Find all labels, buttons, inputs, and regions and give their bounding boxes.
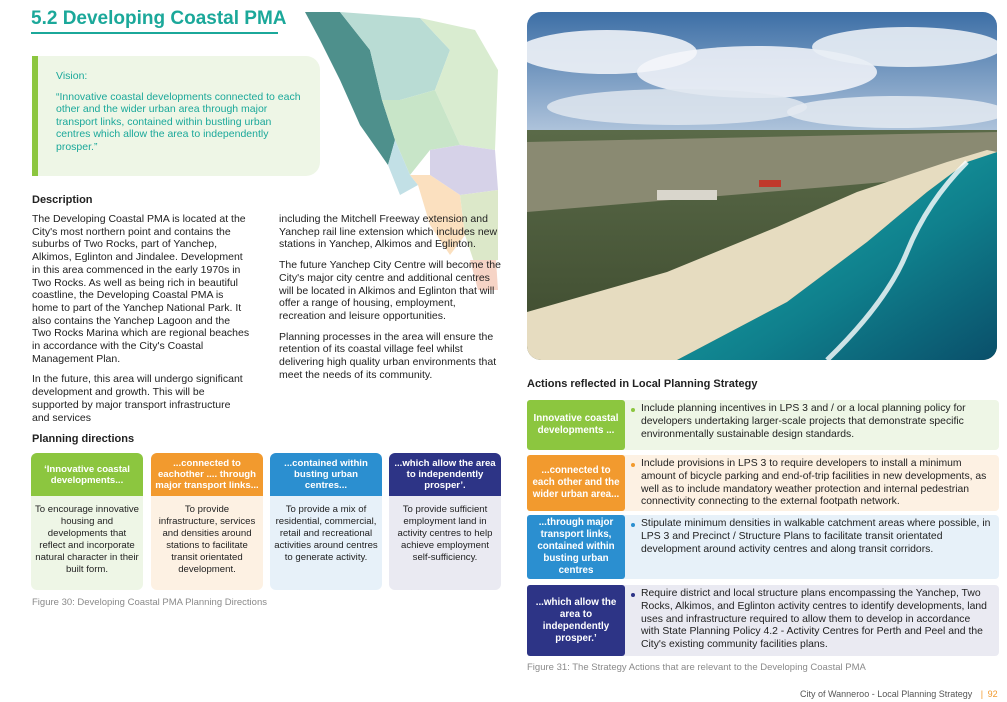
description-paragraph: including the Mitchell Freeway extension and Yanchep rail line extension which includes new stations in Yanchep, Alkimos and Eglinton. — [279, 213, 498, 251]
vision-box — [32, 56, 320, 176]
coastal-aerial-photo — [527, 12, 997, 360]
planning-card-body: To provide a mix of residential, commercial, retail and recreational activities around centres to generate activity. — [274, 504, 378, 563]
planning-card-head: ‘Innovative coastal developments... — [31, 453, 143, 496]
planning-card-contained — [270, 453, 382, 590]
action-row-text: Include planning incentives in LPS 3 and / or a local planning policy for developers undertaking larger-scale projects that demonstrate specific environmentally sustainable design standards. — [641, 403, 966, 440]
photo-cloud — [547, 89, 807, 125]
action-row-head: Innovative coastal developments ... — [527, 400, 625, 450]
action-row-head: ...connected to each other and the wider urban area... — [527, 455, 625, 511]
action-row-text: Include provisions in LPS 3 to require developers to install a minimum amount of bicycle parking and end-of-trip facilities in new developments, as well as to include mandatory weather protection and internal pedestrian connectivity connecting to the external footpath network. — [641, 458, 987, 508]
action-row-body — [627, 585, 999, 656]
photo-cloud — [787, 96, 997, 128]
actions-heading: Actions reflected in Local Planning Strategy — [527, 378, 758, 390]
description-paragraph: The future Yanchep City Centre will become the City's major city centre and additional centres will be located in Alkimos and Eglinton that will offer a range of housing, employment, recreation and leisure opportunities. — [279, 259, 501, 322]
vision-heading: Vision: — [56, 70, 88, 82]
planning-card-body: To provide infrastructure, services and densities around stations to facilitate transit orientated development. — [158, 504, 256, 575]
description-paragraph: Planning processes in the area will ensure the retention of its coastal village feel whilst delivering high quality urban environments that meet the needs of its community. — [279, 330, 497, 381]
figure-30-caption: Figure 30: Developing Coastal PMA Planning Directions — [32, 597, 267, 608]
action-row-prosper — [527, 585, 999, 656]
action-row-text: Stipulate minimum densities in walkable catchment areas where possible, in LPS 3 and Precinct / Structure Plans to facilitate transit orientated development around activity centres and along transit corridors. — [641, 518, 991, 555]
page-footer — [800, 689, 998, 699]
footer-separator: | — [980, 689, 984, 699]
planning-card-body: To encourage innovative housing and developments that reflect and incorporate natural character in their built form. — [35, 504, 140, 575]
bullet-icon — [631, 408, 635, 412]
figure-31-caption: Figure 31: The Strategy Actions that are relevant to the Developing Coastal PMA — [527, 662, 866, 673]
description-paragraph: In the future, this area will undergo significant development and growth. This will be supported by major transport infrastructure and services — [32, 373, 243, 424]
title-underline — [31, 32, 278, 34]
footer-text: City of Wanneroo - Local Planning Strategy — [800, 689, 973, 699]
page-number: 92 — [987, 689, 998, 699]
planning-card-connected — [151, 453, 263, 590]
photo-building — [759, 180, 781, 187]
bullet-icon — [631, 523, 635, 527]
description-col-2 — [279, 213, 501, 389]
photo-building — [657, 190, 717, 200]
planning-card-prosper — [389, 453, 501, 590]
planning-card-innovative — [31, 453, 143, 590]
photo-cloud — [812, 27, 997, 67]
action-row-body — [627, 400, 999, 450]
page-title: 5.2 Developing Coastal PMA — [31, 8, 287, 29]
planning-card-body: To provide sufficient employment land in activity centres to help achieve employment self-sufficiency. — [397, 504, 493, 563]
action-row-body — [627, 515, 999, 579]
action-row-connected — [527, 455, 999, 511]
action-row-text: Require district and local structure plans encompassing the Yanchep, Two Rocks, Alkimos, and Eglinton activity centres to identify developments, land uses and infrastructure required to allow them to develop in accordance with State Planning Policy 4.2 - Activity Centres for Perth and Peel and the City's existing community facilities plans. — [641, 588, 987, 651]
action-row-head: ...which allow the area to independently prosper.’ — [527, 585, 625, 656]
action-row-head: ...through major transport links, contained within busting urban centres — [527, 515, 625, 579]
bullet-icon — [631, 593, 635, 597]
description-heading: Description — [32, 194, 93, 206]
action-row-body — [627, 455, 999, 511]
planning-card-head: ...which allow the area to independently prosper’. — [389, 453, 501, 496]
planning-card-head: ...connected to eachother .... through major transport links... — [151, 453, 263, 496]
planning-card-head: ...contained within busting urban centres... — [270, 453, 382, 496]
planning-directions-heading: Planning directions — [32, 433, 135, 445]
vision-text: “Innovative coastal developments connected to each other and the wider urban area through major transport links, contained within bustling urban centres which allow the area to independently prosper.” — [56, 90, 301, 153]
action-row-transport — [527, 515, 999, 579]
description-col-1 — [32, 213, 250, 432]
action-row-innovative — [527, 400, 999, 450]
bullet-icon — [631, 463, 635, 467]
description-paragraph: The Developing Coastal PMA is located at the City's most northern point and contains the suburbs of Two Rocks, part of Yanchep, Alkimos, Eglinton and Jindalee. Development in this area commenced in the early 1970s in Two Rocks. As well as being rich in beautiful coastline, the Developing Coastal PMA is home to part of the Yanchep National Park. It also contains the Yanchep Lagoon and the Two Rocks Marina which are regional beaches in accordance with the City's Coastal Management Plan. — [32, 213, 250, 365]
